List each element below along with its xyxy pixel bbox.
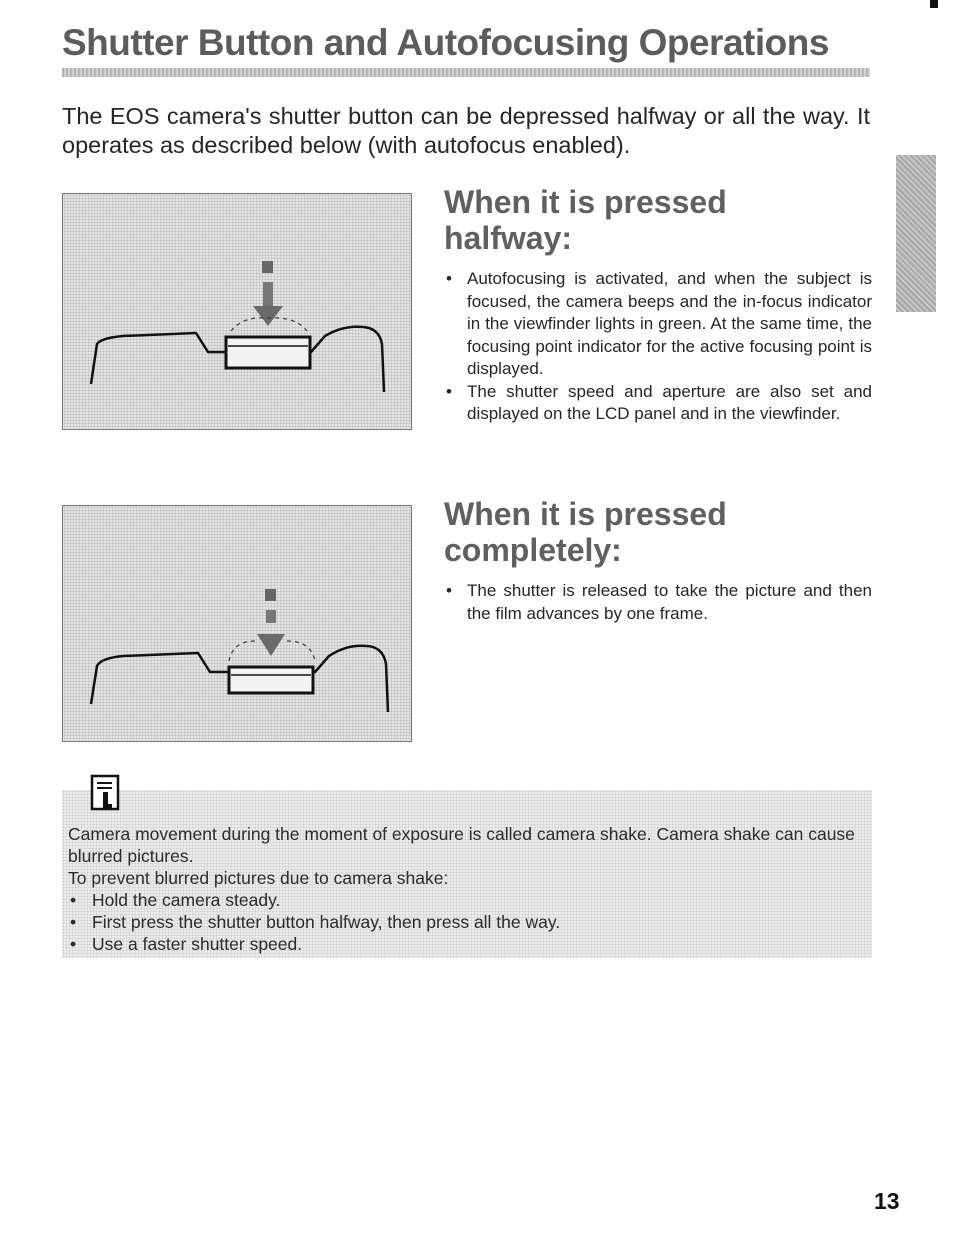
- memo-note-icon: [90, 774, 122, 812]
- list-item: • First press the shutter button halfway, then press all the way.: [70, 912, 561, 932]
- section-side-tab: [896, 155, 936, 312]
- bullet-icon: •: [70, 934, 77, 954]
- list-item: • Use a faster shutter speed.: [70, 934, 303, 954]
- page-title: Shutter Button and Autofocusing Operations: [62, 22, 829, 63]
- shutter-full-press-icon: [63, 506, 412, 742]
- shutter-halfway-icon: [63, 194, 412, 430]
- bullet-icon: •: [70, 912, 77, 932]
- title-underline-rule: [62, 68, 870, 77]
- list-item: • The shutter is released to take the picture and then the film advances by one frame.: [446, 581, 872, 623]
- intro-paragraph: The EOS camera's shutter button can be depressed halfway or all the way. It operates as described below (with autofocus enabled).: [62, 103, 870, 158]
- list-item: • The shutter speed and aperture are also set and displayed on the LCD panel and in the viewfinder.: [446, 381, 872, 423]
- corner-mark: [930, 0, 938, 8]
- halfway-press-illustration: [62, 193, 412, 430]
- note-line: Camera movement during the moment of exposure is called camera shake. Camera shake can cause blurred pictures.: [68, 824, 855, 866]
- note-line: To prevent blurred pictures due to camera shake:: [68, 868, 449, 888]
- completely-heading: When it is pressed completely:: [444, 496, 727, 568]
- note-bullet-list: [68, 889, 868, 955]
- completely-bullet-list: [444, 580, 872, 625]
- list-item: • Hold the camera steady.: [70, 890, 281, 910]
- full-press-illustration: [62, 505, 412, 742]
- page-number: 13: [874, 1188, 900, 1214]
- bullet-icon: •: [446, 269, 452, 288]
- list-item: • Autofocusing is activated, and when the subject is focused, the camera beeps and the in-focus indicator in the viewfinder lights in green. At the same time, the focusing point indicator for the active focusing point is displayed.: [446, 269, 872, 378]
- bullet-icon: •: [446, 381, 452, 401]
- bullet-icon: •: [70, 890, 77, 910]
- bullet-icon: •: [446, 581, 452, 600]
- note-text: [68, 823, 868, 955]
- halfway-heading: When it is pressed halfway:: [444, 184, 727, 256]
- halfway-bullet-list: [444, 268, 872, 426]
- note-box: [62, 790, 872, 958]
